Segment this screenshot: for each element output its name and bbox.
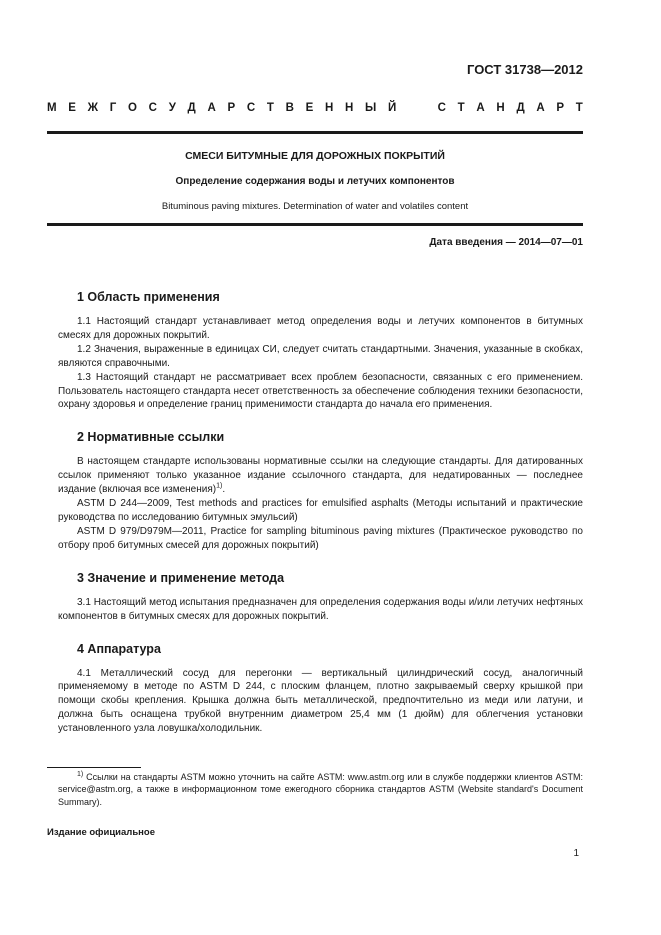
heading-letter: А <box>536 102 545 114</box>
paragraph: 1.2 Значения, выраженные в единицах СИ, следует считать стандартными. Значения, указанные в скобках, являются справочными. <box>58 343 583 369</box>
word-gap <box>408 102 426 114</box>
heading-letter: Р <box>556 102 565 114</box>
heading-letter: Д <box>516 102 525 114</box>
bottom-rule <box>47 223 583 226</box>
paragraph: 1.3 Настоящий стандарт не рассматривает всех проблем безопасности, связанных с его применением. Пользователь настоящего стандарта несет ответственность за обеспечение соблюдения техники безопасности, охрану здоровья и определение границ применимости стандарта до начала его применения. <box>58 371 583 411</box>
paragraph: 4.1 Металлический сосуд для перегонки — вертикальный цилиндрический сосуд, аналогичный применяемому в методе по ASTM D 244, с плоским фланцем, плотно закрываемый сверху крышкой при помощи скобы крепления. Крышка должна быть металлической, предпочтительно из меди или латуни, и должна быть оснащена трубкой внутренним диаметром 25,4 мм (1 дюйм) для облегчения установки установленного узла ловушка/холодильник. <box>58 667 583 735</box>
section-normative-references <box>58 429 583 552</box>
heading-letter: У <box>168 102 176 114</box>
section-heading: 3 Значение и применение метода <box>77 570 285 585</box>
footnote-paragraph <box>58 771 583 808</box>
heading-letter: А <box>207 102 216 114</box>
heading-letter: О <box>128 102 137 114</box>
section-heading: 4 Аппаратура <box>77 641 161 656</box>
heading-letter: Й <box>387 102 397 114</box>
heading-letter: Т <box>457 102 465 114</box>
section-heading: 1 Область применения <box>77 290 220 304</box>
section-scope <box>58 289 583 412</box>
heading-letter: Ы <box>365 102 377 114</box>
english-title: Bituminous paving mixtures. Determination of water and volatiles content <box>161 201 469 212</box>
heading-letter: А <box>476 102 485 114</box>
heading-letter: Ж <box>87 102 99 114</box>
interstate-standard-heading <box>47 102 583 114</box>
section-apparatus <box>58 641 583 737</box>
document-subtitle: Определение содержания воды и летучих компонентов <box>175 176 455 187</box>
heading-letter: М <box>47 102 57 114</box>
page-number: 1 <box>573 848 579 859</box>
footnote-text: Ссылки на стандарты ASTM можно уточнить на сайте ASTM: www.astm.org или в службе поддержки клиентов ASTM: service@astm.org, а также в информационном томе ежегодного сборника стандартов ASTM (Website standard's Document Summary). <box>58 772 583 807</box>
heading-letter: Н <box>345 102 354 114</box>
ref-intro-text: В настоящем стандарте использованы нормативные ссылки на следующие стандарты. Для датированных ссылок применяют только указанное издание ссылочного стандарта, для недатированных — последнее издание (включая все изменения) <box>58 456 583 496</box>
reference-item: ASTM D 244—2009, Test methods and practices for emulsified asphalts (Методы испытаний и практические руководства по исследованию битумных эмульсий) <box>58 498 583 523</box>
heading-letter: Д <box>187 102 196 114</box>
section-heading: 2 Нормативные ссылки <box>77 430 225 445</box>
ref-intro-end: . <box>222 484 226 496</box>
top-rule <box>47 131 583 134</box>
standard-number: ГОСТ 31738—2012 <box>467 62 583 77</box>
official-edition-label: Издание официальное <box>47 827 155 838</box>
reference-item: ASTM D 979/D979M—2011, Practice for sampling bituminous paving mixtures (Практическое руководство по отбору проб битумных смесей для дорожных покрытий) <box>58 525 583 551</box>
paragraph: 1.1 Настоящий стандарт устанавливает метод определения воды и летучих компонентов в битумных смесях для дорожных покрытий. <box>58 316 583 341</box>
heading-letter: С <box>246 102 256 114</box>
heading-letter: С <box>148 102 157 114</box>
paragraph: 3.1 Настоящий метод испытания предназначен для определения содержания воды и/или летучих нефтяных компонентов в битумных смесях для дорожных покрытий. <box>58 596 583 622</box>
heading-letter: Е <box>305 102 314 114</box>
footnote-separator <box>47 767 141 768</box>
document-title: СМЕСИ БИТУМНЫЕ ДЛЯ ДОРОЖНЫХ ПОКРЫТИЙ <box>185 150 445 162</box>
paragraph <box>58 455 583 497</box>
heading-letter: Н <box>324 102 334 114</box>
heading-letter: Е <box>68 102 76 114</box>
heading-letter: Т <box>575 102 583 114</box>
heading-letter: С <box>437 102 446 114</box>
heading-letter: Р <box>227 102 236 114</box>
heading-letter: Г <box>109 102 117 114</box>
footnote-marker: 1) <box>77 771 84 778</box>
document-body <box>58 289 583 753</box>
footnote <box>58 771 583 808</box>
footnote-marker: 1) <box>216 482 223 490</box>
section-significance <box>58 570 583 624</box>
heading-letter: Н <box>496 102 505 114</box>
heading-letter: Т <box>266 102 274 114</box>
introduction-date: Дата введения — 2014—07—01 <box>429 237 583 248</box>
heading-letter: В <box>285 102 294 114</box>
